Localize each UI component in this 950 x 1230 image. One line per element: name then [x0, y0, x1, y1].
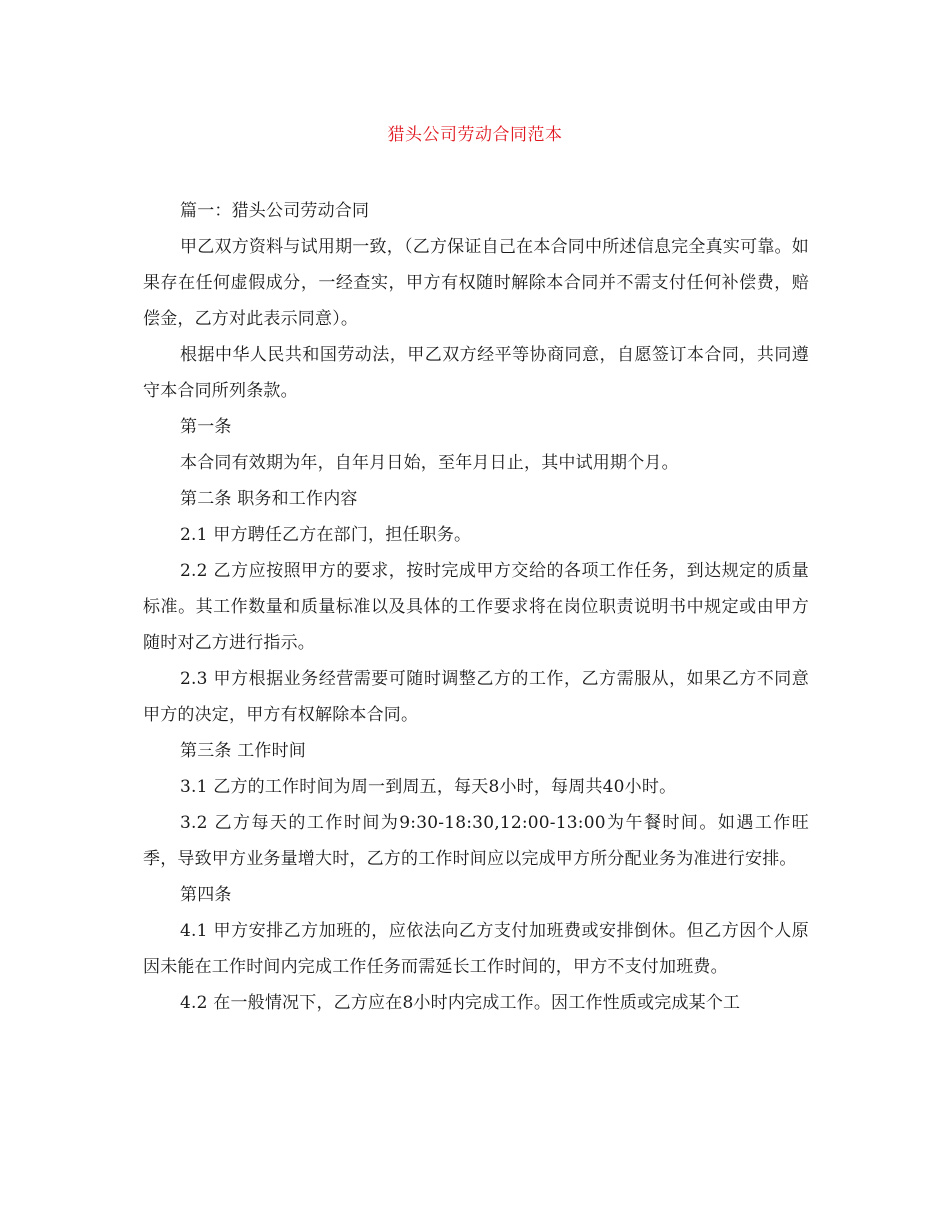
clause: 4.2 在一般情况下，乙方应在8小时内完成工作。因工作性质或完成某个工 [180, 993, 741, 1013]
paragraph: 根据中华人民共和国劳动法，甲乙双方经平等协商同意，自愿签订本合同，共同遵守本合同所列条款。 [143, 345, 809, 401]
paragraph-section-heading: 篇一：猎头公司劳动合同 [180, 201, 370, 221]
article-heading: 第一条 [180, 417, 232, 437]
paragraph: 本合同有效期为年，自年月日始，至年月日止，其中试用期个月。 [180, 453, 679, 473]
clause: 2.1 甲方聘任乙方在部门，担任职务。 [180, 525, 472, 545]
clause: 2.3 甲方根据业务经营需要可随时调整乙方的工作，乙方需服从，如果乙方不同意甲方的决定，甲方有权解除本合同。 [143, 669, 809, 725]
article-heading: 第二条 职务和工作内容 [180, 489, 358, 509]
clause: 3.1 乙方的工作时间为周一到周五，每天8小时，每周共40小时。 [180, 777, 677, 797]
document-title: 猎头公司劳动合同范本 [387, 125, 563, 145]
paragraph: 甲乙双方资料与试用期一致，（乙方保证自己在本合同中所述信息完全真实可靠。如果存在任何虚假成分，一经查实，甲方有权随时解除本合同并不需支付任何补偿费，赔偿金，乙方对此表示同意）。 [143, 237, 809, 329]
clause: 3.2 乙方每天的工作时间为9:30-18:30,12:00-13:00为午餐时间。如遇工作旺季，导致甲方业务量增大时，乙方的工作时间应以完成甲方所分配业务为准进行安排。 [143, 813, 809, 869]
clause: 2.2 乙方应按照甲方的要求，按时完成甲方交给的各项工作任务，到达规定的质量标准。其工作数量和质量标准以及具体的工作要求将在岗位职责说明书中规定或由甲方随时对乙方进行指示。 [143, 561, 809, 653]
article-heading: 第四条 [180, 885, 232, 905]
document-body [143, 193, 809, 1021]
clause: 4.1 甲方安排乙方加班的，应依法向乙方支付加班费或安排倒休。但乙方因个人原因未能在工作时间内完成工作任务而需延长工作时间的，甲方不支付加班费。 [143, 921, 809, 977]
article-heading: 第三条 工作时间 [180, 741, 307, 761]
